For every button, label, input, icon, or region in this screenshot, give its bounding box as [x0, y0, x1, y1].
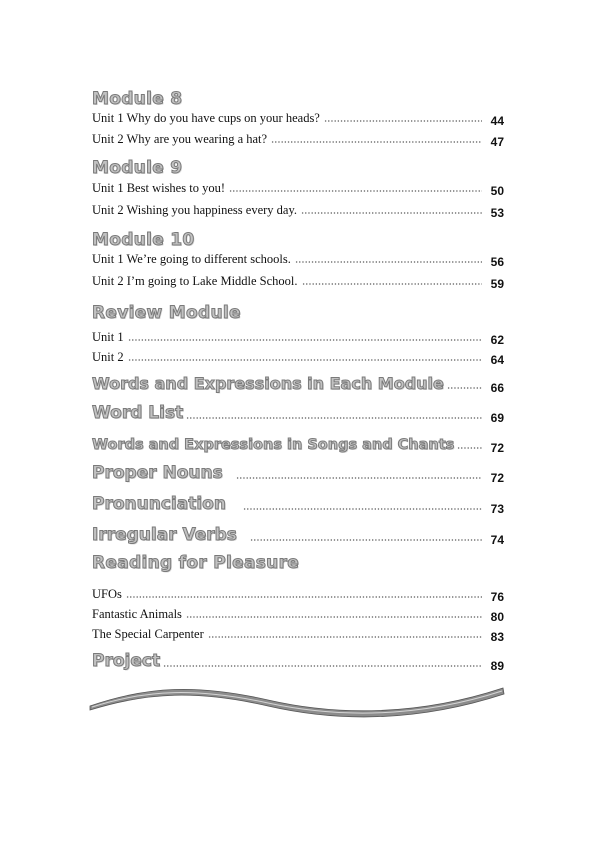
- dot-leader: [295, 261, 482, 263]
- entry-title: Words and Expressions in Each Module: [92, 374, 444, 393]
- entry-title: Unit 1: [92, 330, 124, 344]
- page-number: 62: [490, 333, 504, 347]
- toc-entry-module10-unit2[interactable]: [92, 273, 504, 289]
- toc-entry-pronunciation[interactable]: [92, 494, 504, 516]
- entry-title: Unit 2 Wishing you happiness every day.: [92, 203, 298, 217]
- toc-entry-module10-unit1[interactable]: [92, 251, 504, 267]
- entry-title: Unit 2 I’m going to Lake Middle School.: [92, 274, 298, 288]
- toc-entry-special-carpenter[interactable]: [92, 626, 504, 642]
- toc-entry-module9-unit2[interactable]: [92, 202, 504, 218]
- dot-leader: [447, 387, 482, 389]
- toc-entry-review-unit2[interactable]: [92, 349, 504, 365]
- reading-for-pleasure-heading: Reading for Pleasure: [92, 553, 300, 573]
- entry-title: Unit 2: [92, 350, 124, 364]
- toc-entry-project[interactable]: [92, 651, 504, 673]
- page-number: 72: [490, 441, 504, 455]
- entry-title: Unit 1 We’re going to different schools.: [92, 252, 291, 266]
- dot-leader: [186, 417, 482, 419]
- toc-entry-songs-chants[interactable]: [92, 437, 504, 453]
- entry-title: Words and Expressions in Songs and Chants: [92, 437, 455, 453]
- dot-leader: [208, 636, 482, 638]
- dot-leader: [250, 539, 482, 541]
- page-number: 66: [490, 381, 504, 395]
- page-number: 69: [490, 411, 504, 425]
- dot-leader: [126, 596, 482, 598]
- entry-title: The Special Carpenter: [92, 627, 204, 641]
- page-number: 47: [490, 135, 504, 149]
- entry-title: Project: [92, 651, 161, 671]
- page-number: 76: [490, 590, 504, 604]
- dot-leader: [186, 616, 482, 618]
- page-number: 50: [490, 184, 504, 198]
- entry-title: Word List: [92, 403, 184, 423]
- toc-entry-words-each-module[interactable]: [92, 374, 504, 395]
- entry-title: Unit 2 Why are you wearing a hat?: [92, 132, 268, 146]
- toc-entry-module9-unit1[interactable]: [92, 180, 504, 196]
- dot-leader: [128, 339, 482, 341]
- toc-entry-ufos[interactable]: [92, 586, 504, 602]
- entry-title: Pronunciation: [92, 494, 226, 514]
- dot-leader: [271, 141, 482, 143]
- dot-leader: [236, 477, 482, 479]
- dot-leader: [229, 190, 482, 192]
- page-number: 64: [490, 353, 504, 367]
- page-number: 72: [490, 471, 504, 485]
- dot-leader: [302, 283, 482, 285]
- review-module-heading: Review Module: [92, 303, 241, 323]
- dot-leader: [128, 359, 482, 361]
- toc-entry-review-unit1[interactable]: [92, 329, 504, 345]
- toc-entry-proper-nouns[interactable]: [92, 463, 504, 485]
- toc-entry-module8-unit2[interactable]: [92, 131, 504, 147]
- page-number: 53: [490, 206, 504, 220]
- dot-leader: [324, 120, 482, 122]
- toc-entry-irregular-verbs[interactable]: [92, 525, 504, 547]
- module-10-heading: Module 10: [92, 230, 195, 250]
- entry-title: Irregular Verbs: [92, 525, 237, 545]
- page-number: 89: [490, 659, 504, 673]
- entry-title: UFOs: [92, 587, 122, 601]
- page-number: 44: [490, 114, 504, 128]
- entry-title: Unit 1 Best wishes to you!: [92, 181, 225, 195]
- page-number: 59: [490, 277, 504, 291]
- toc-entry-fantastic-animals[interactable]: [92, 606, 504, 622]
- dot-leader: [301, 212, 482, 214]
- page-number: 83: [490, 630, 504, 644]
- decorative-wave-ribbon: [88, 680, 508, 720]
- page-number: 74: [490, 533, 504, 547]
- dot-leader: [457, 447, 482, 449]
- entry-title: Proper Nouns: [92, 463, 223, 483]
- toc-entry-module8-unit1[interactable]: [92, 110, 504, 126]
- dot-leader: [243, 508, 482, 510]
- toc-entry-word-list[interactable]: [92, 403, 504, 425]
- page-number: 56: [490, 255, 504, 269]
- entry-title: Fantastic Animals: [92, 607, 182, 621]
- module-8-heading: Module 8: [92, 89, 183, 109]
- dot-leader: [163, 665, 482, 667]
- page-number: 80: [490, 610, 504, 624]
- entry-title: Unit 1 Why do you have cups on your heads?: [92, 111, 320, 125]
- module-9-heading: Module 9: [92, 158, 183, 178]
- page-number: 73: [490, 502, 504, 516]
